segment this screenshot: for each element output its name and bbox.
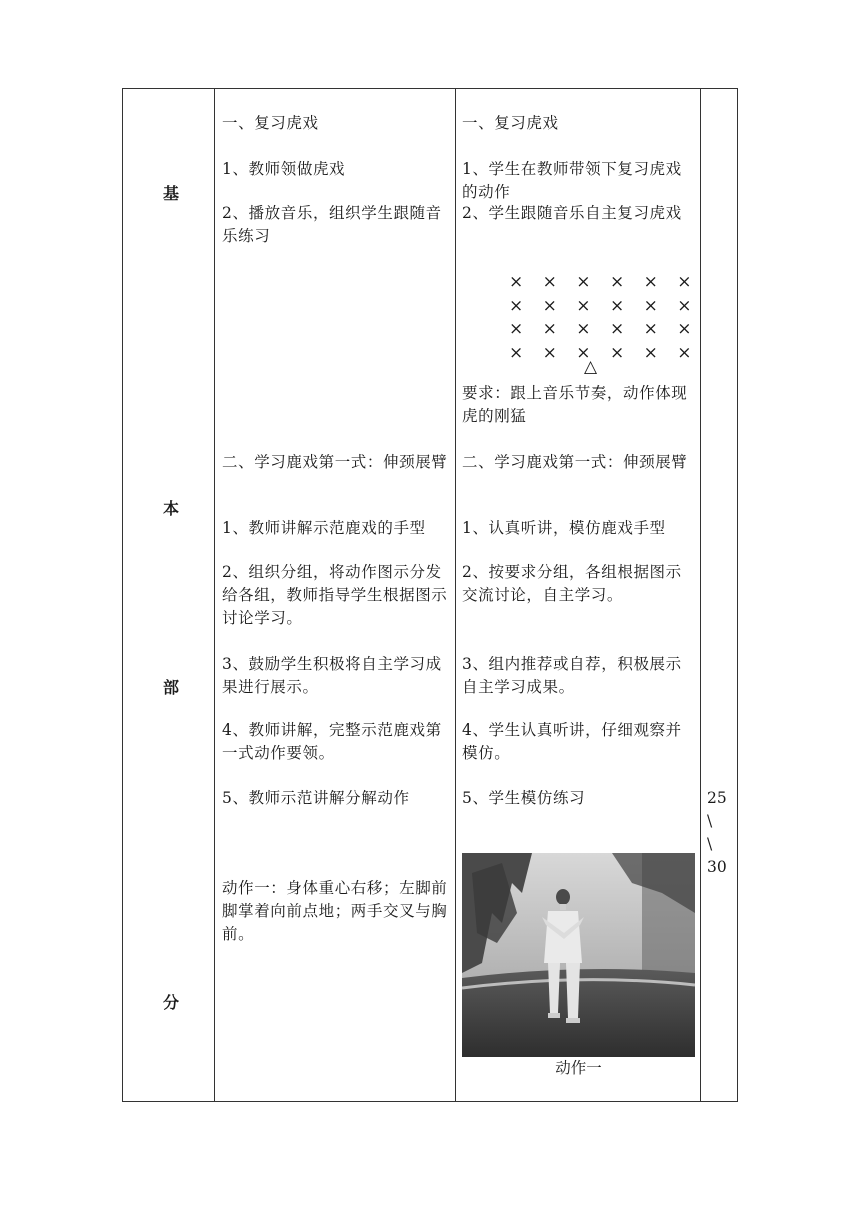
teacher-tiger-step-2: 2、播放音乐，组织学生跟随音乐练习 — [222, 204, 442, 245]
student-tiger-step-2: 2、学生跟随音乐自主复习虎戏 — [462, 204, 682, 222]
teacher-tiger-heading: 一、复习虎戏 — [222, 114, 319, 132]
student-tiger-heading: 一、复习虎戏 — [462, 114, 559, 132]
teacher-position-marker: △ — [584, 357, 598, 377]
student-deer-step-1: 1、认真听讲，模仿鹿戏手型 — [462, 519, 666, 537]
teacher-deer-step-2: 2、组织分组，将动作图示分发给各组，教师指导学生根据图示讨论学习。 — [222, 563, 448, 627]
section-title-char: 部 — [163, 678, 180, 697]
student-deer-step-4: 4、学生认真听讲，仔细观察并模仿。 — [462, 721, 682, 762]
column-divider — [700, 89, 701, 1101]
teacher-deer-step-1: 1、教师讲解示范鹿戏的手型 — [222, 519, 426, 537]
student-tiger-step-1: 1、学生在教师带领下复习虎戏的动作 — [462, 160, 682, 201]
time-end: 30 — [707, 858, 727, 876]
student-deer-step-3: 3、组内推荐或自荐，积极展示自主学习成果。 — [462, 655, 682, 696]
student-formation-diagram: × × × × × × × × × × × × × × × × × × × × × × × × — [509, 272, 699, 363]
teacher-deer-step-5: 5、教师示范讲解分解动作 — [222, 789, 410, 807]
student-deer-heading: 二、学习鹿戏第一式：伸颈展臂 — [462, 453, 688, 471]
section-title-char: 分 — [163, 993, 180, 1012]
teacher-tiger-step-1: 1、教师领做虎戏 — [222, 160, 346, 178]
action-one-photo — [462, 853, 695, 1057]
column-divider — [455, 89, 456, 1101]
time-separator: \ — [707, 835, 713, 853]
section-title-char: 基 — [163, 184, 180, 203]
column-divider — [214, 89, 215, 1101]
time-separator: \ — [707, 812, 713, 830]
teacher-deer-step-4: 4、教师讲解，完整示范鹿戏第一式动作要领。 — [222, 721, 442, 762]
teacher-action-1: 动作一：身体重心右移；左脚前脚掌着向前点地；两手交叉与胸前。 — [222, 879, 448, 943]
teacher-deer-step-3: 3、鼓励学生积极将自主学习成果进行展示。 — [222, 655, 442, 696]
student-deer-step-2: 2、按要求分组，各组根据图示交流讨论，自主学习。 — [462, 563, 682, 604]
student-deer-step-5: 5、学生模仿练习 — [462, 789, 586, 807]
time-start: 25 — [707, 789, 727, 807]
teacher-deer-heading: 二、学习鹿戏第一式：伸颈展臂 — [222, 453, 448, 471]
photo-caption: 动作一 — [555, 1059, 602, 1077]
student-requirement: 要求：跟上音乐节奏，动作体现虎的刚猛 — [462, 384, 688, 425]
section-title-char: 本 — [163, 499, 180, 518]
time-allocation — [707, 787, 727, 879]
lesson-plan-table — [122, 88, 738, 1102]
